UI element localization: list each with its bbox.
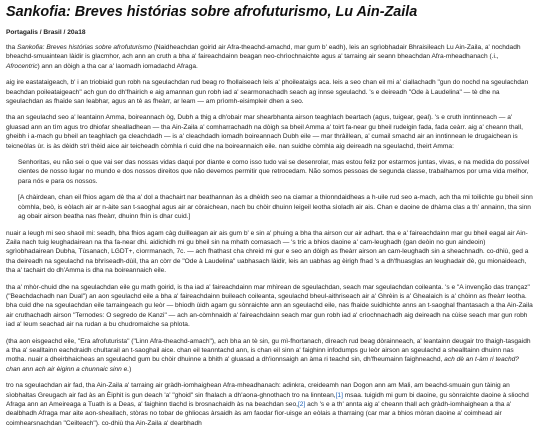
- paragraph-2: aig ire eastataigeach, b' i an triobiaid gun robh na sgeulachdan rud beag ro fhollaiseach leis a' phoileataigs aca. leis a seo chan eil mi a' ciallachadh "gun do nochd na sgeulachdan beachdan poileataigeach" ach gun do dh'fhairich e aig amannan gun robh iad a' searmonachadh seach ag innse sgeulachd. 's e deireadh "Ode à Laudelina" — tè dhe na sgeulachdan as fhaide san leabhar, agus an tè as fheàrr, ar leam — am prìomh-eisimpleir dhen a seo.: [6, 79, 529, 106]
- portuguese-quote: Senhoritas, eu não sei o que vai ser das nossas vidas daqui por diante e como isso tudo vai se desenrolar, mas estou feliz por estarmos juntas, vivas, e na medida do possível cientes de nosso lugar no mundo e dos nossos direitos que não devemos permitir que retrocedam. Não somos pessoas de segunda classe, trabalhamos por uma vida melhor, para nós e para os nossos.: [18, 159, 530, 185]
- footnote-link-2[interactable]: [2]: [297, 401, 306, 408]
- p8-text-a: tro na sgeulachdan air fad, tha Ain-Zaila a' tarraing air gràdh-iomhaighean Afra-mheadhanach: adinkra, creideamh nan Dogon ann am Mali, am beachd-smuain gun tàinig an sìobhaltas Greugach air fad às an Èiphit is gun deach 'a' "ghoid" sin fhalach a dh'aona-ghnothach tro na linntean,: [6, 382, 510, 399]
- article-title: Sankofia: Breves histórias sobre afrofuturismo, Lu Ain-Zaila: [6, 4, 418, 20]
- p7-text: (tha aon eisgeachd eile, "Era afrofuturista" ("Linn Afra-theachd-amach"), ach bha an tè sin, gu mì-fhortanach, dìreach rud beag dòrainneach, a' leantainn deugair tro thaigh-tasgaidh a tha a' sealltainn eachdraidh chultarail an t-saoghail aice. chan eil teanntachd ann, is chan eil sinn a' faighinn infodumps gu leòr airson an sgeulachd a shealltainn dhuinn nas motha. nuair a dheirbhaicheas an sgeulachd gum bu chòir dhuinne a bhith a' gluasad a dh'ionnsaigh an àma ri teachd sin, dh'fheumainn faighneachd,: [6, 337, 531, 364]
- afrocentric-italic: Afrocentric: [6, 62, 38, 70]
- paragraph-6: tha a' mhòr-chuid dhe na sgeulachdan eile gu math goirid, is tha iad a' faireachdainn mar mhìrean de sgeulachdan, seach mar sgeulachdan coileanta. 's e "A invenção das trançaz" ("Beachdachadh nan Dual") an aon sgeulachd eile a bha a' faireachdainn buileach coileanta, sgeulachd bheul-aithriseach air a' Ghrèin is a' Ghealaich is a' chòinn as fheàrr leotha. bha cuid dhe na sgeulachdan eile tarraingeach gu leòr — bhiodh ùidh agam gu sònraichte ann an sgeulachd eile, nas fhaide suidhichte anns an t-saoghal fhantasach a tha Ain-Zaila air cruthachadh airson "Ternodes: O segredo de Kanzi" — ach an-còmhnaidh a' faireachdainn seach mar gun robh iad a' crìochnachadh aig deireadh na cùise seach mar gun robh iad a' leum seachad air na rudan a bu chudromaiche sa phlota.: [6, 283, 533, 329]
- paragraph-3: tha an sgeulachd seo a' leantainn Amma, boireannach òg, Dubh a thig a dh'obair mar shearbhanta airson teaghlach beartach (agus, tuigear, geal). 's e cruth inntinneach — a' gluasad ann an tìm agus tro dhiofar shealladhean — tha Ain-Zaila a' comharrachadh na dòigh sa bheil Amma a' toirt fa-near gu bheil rudeigin fada, fada ceàrr. aig a' cheann thall, gheibh i a-mach gu bheil an teaghlach ga cleachdadh — is a' cleachdadh iomadh boireannach Dubh eile — mar thràillean, a' cumail smachd air an inntinnean le drugaichean is teicneòlas ùr. is às dèidh strì thèid aice air teicheadh còmhla ri cuid dhe na boireannaich eile. nan suidhe còmhla aig deireadh na sgeulachd, theirt Amma:: [6, 114, 523, 150]
- intro-end: ) ann an dòigh a tha car a' laomadh iomadachd Afraga.: [37, 62, 198, 70]
- paragraph-intro: [6, 43, 534, 71]
- paragraph-7: [6, 337, 534, 375]
- book-title-italic: Sankofia: Breves histórias sobre afrofuturismo: [17, 44, 152, 51]
- p7-italic: ach dè an t-àm ri teachd? chan ann ach air èiginn a chunnaic sinn e.: [6, 356, 519, 373]
- footnote-link-1[interactable]: [1]: [335, 391, 343, 399]
- article-meta: Portagalis / Brasil / 20a18: [6, 29, 86, 36]
- intro-prefix: tha: [6, 44, 17, 51]
- p8-text-c: ach 's e a th' annta aig a' cheann thall ach gràdh-iomhaighean a tha a' dealbhadh Afraga mar aite aon-sheallach, stòras no tobar de ghliocas àrsaidh às am faodar fìor-uisge an eòlais a tharraing (car mar a bhios mòran daoine a' coimhead air coimhearsnachdan "Ceilteach"). co-dhiù tha Ain-Zaila a' dearbhadh: [6, 401, 512, 427]
- paragraph-5: nuair a leugh mi seo shaoil mi: seadh, bha fhios agam càg duilleagan air ais gum b' e sin a' phuing a bha tha airson cur air adhart. tha e a' faireachdainn mar gu bheil eagal air Ain-Zaila nach tuig leughadairean na tha fa-near dhi. aidichidh mi gu bheil sin na mhath comasach — 's tric a bhios daoine a' cam-leughadh (gan deòin no gun aindeoin) sgrìobhadairean Dubha, Tùsanach, LGDT+, cìorrmanach, 7c. — ach fhathast cha chreid mi gur e seo an dòigh as fheàrr airson an cam-leughadh sin a sheachnadh. co-dhiù, ged a tha deireadh na sgeulachd na bhriseadh-dùil, tha an còrr de "Ode à Laudelina" uabhasach làidir, leis an uabhas ag èirigh fhad 's a dh'fhuasglas an leughadair dè, gu mionaideach, tha a' tachairt do dh'Amma is dha na boireannaich eile.: [6, 229, 529, 275]
- p7-suffix: ): [129, 365, 132, 373]
- quote-translation: [A chàirdean, chan eil fhios agam dè tha a' dol a thachairt nar beathannan às a dhèidh seo na ciamar a thionndaidheas a h-uile rud seo a-mach, ach tha mi toilichte gu bheil sinn còmhla, beò, is eòlach air ar n-àite san t-saoghal agus air ar còraichean, nach bu chòir dhuinn leigeil leotha sìoladh air ais. Chan e daoine de dhàrna clas a th' annainn, tha sinn ag obair airson beatha nas fheàrr, dhuinn fhìn is dhar cuid.]: [18, 194, 533, 221]
- paragraph-8: [6, 381, 534, 428]
- p8-text-b: msaa. tuigidh mi gum bi daoine, gu sònraichte daoine à sliochd Afraga ann an Ameireaga a Tuath is a Deas, a' faighinn tlachd is brosnachaidh às na beachdan seo,: [6, 391, 529, 408]
- article-body: [6, 43, 534, 435]
- intro-text: (Naidheachdan goirid air Afra-theachd-amachd, mar gum b' eadh), leis an sgrìobhadair Bhraisileach Lu Ain-Zaila, a' nochdadh bheachd-smuaintean làidir is glacmhor, ach ann an cruth a bha a' faireachdainn beagan neo-chrìochnaichte agus a' tarraing air seann bheachdan Afra-mheadhanach (.i.,: [6, 44, 521, 61]
